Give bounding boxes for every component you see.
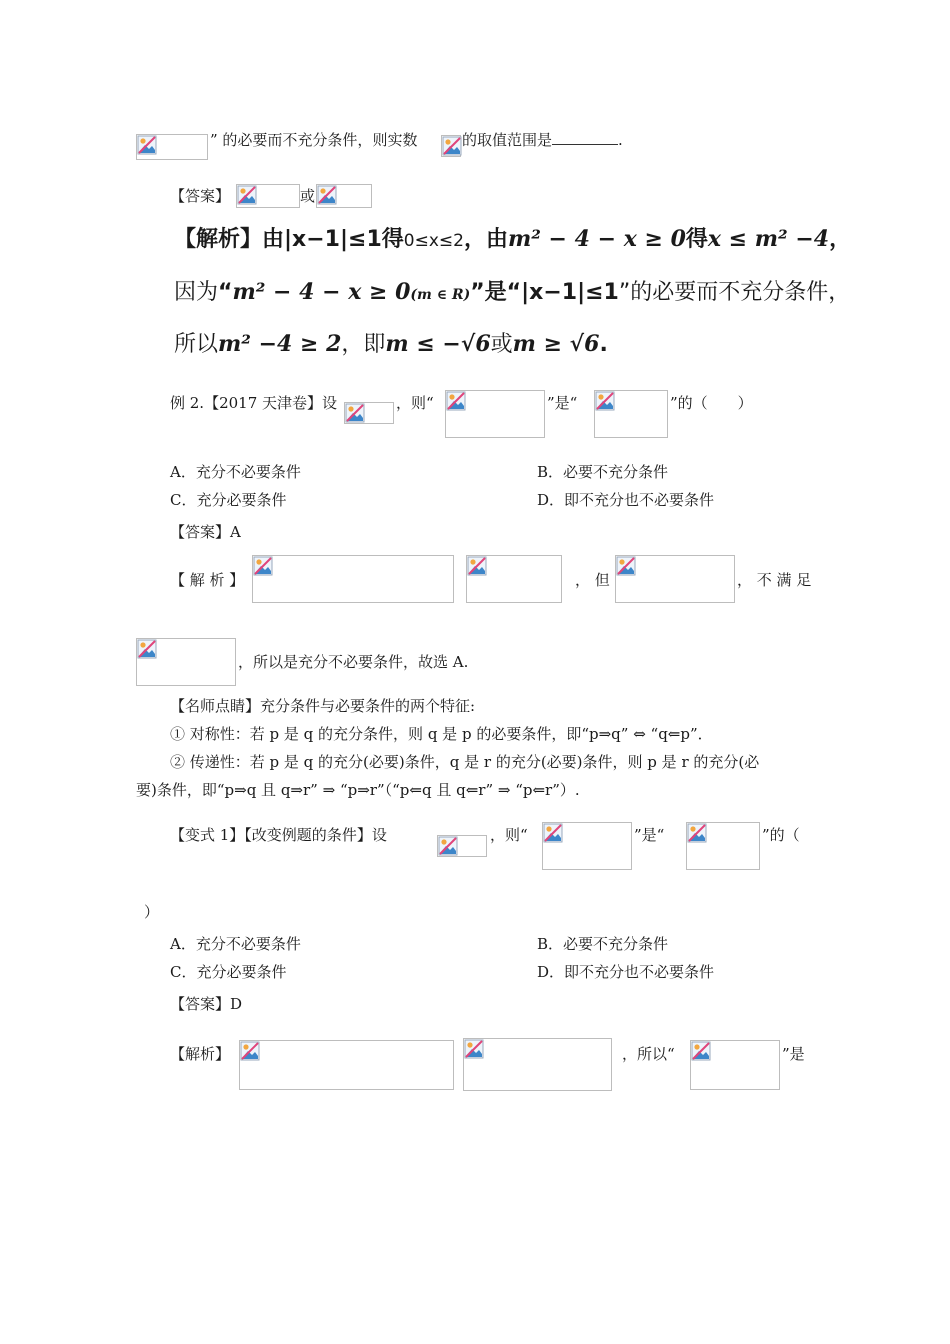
- example2-lead: 例 2.【2017 天津卷】设: [170, 394, 338, 412]
- formula-image: [445, 390, 545, 438]
- variant1-then: ，则“: [490, 826, 528, 844]
- formula-image: [542, 822, 632, 870]
- formula-image: [344, 402, 394, 424]
- broken-image-icon: [438, 836, 458, 856]
- analysis3-label: 【解析】: [170, 1045, 231, 1063]
- analysis3-so: ，所以“: [622, 1045, 675, 1063]
- variant1-close: ）: [144, 903, 160, 921]
- problem1-text2: 的取值范围是 .: [462, 131, 623, 149]
- formula-image: [136, 638, 236, 686]
- answer-blank: [552, 130, 618, 145]
- option-b: B．必要不充分条件: [537, 463, 669, 481]
- formula-image: [252, 555, 454, 603]
- broken-image-icon: [467, 556, 487, 576]
- answer2: 【答案】A: [170, 523, 241, 541]
- analysis1-line1: 【解析】由|x−1|≤1得0≤x≤2，由m² − 4 − x ≥ 0得x ≤ m² −4，: [174, 226, 852, 252]
- or-text: 或: [300, 187, 316, 205]
- analysis2-not-satisfy: ， 不 满 足: [737, 571, 812, 589]
- variant1-is: ”是“: [634, 826, 665, 844]
- broken-image-icon: [137, 639, 157, 659]
- formula-image: [236, 184, 300, 208]
- broken-image-icon: [442, 136, 462, 156]
- broken-image-icon: [253, 556, 273, 576]
- example2-is: ”是“: [547, 394, 578, 412]
- variant1-lead: 【变式 1】【改变例题的条件】设: [170, 826, 387, 844]
- option-d: D．即不充分也不必要条件: [537, 491, 715, 509]
- analysis2-conclusion: ，所以是充分不必要条件，故选 A.: [238, 653, 469, 671]
- formula-image: [441, 135, 461, 157]
- broken-image-icon: [317, 185, 337, 205]
- tips-title: 【名师点睛】充分条件与必要条件的两个特征:: [170, 697, 476, 715]
- option-a: A．充分不必要条件: [170, 463, 301, 481]
- analysis1-line2: 因为“m² − 4 − x ≥ 0(m ∈ R)”是“|x−1|≤1”的必要而不充分条件，: [174, 279, 851, 305]
- formula-image: [594, 390, 668, 438]
- tips-item2-cont: 要)条件，即“p⇒q 且 q⇒r” ⇒ “p⇒r”（“p⇐q 且 q⇐r” ⇒ “p⇐r”）.: [136, 781, 580, 799]
- analysis2-label: 【 解 析 】: [170, 571, 245, 589]
- broken-image-icon: [595, 391, 615, 411]
- tips-item1: ① 对称性：若 p 是 q 的充分条件，则 q 是 p 的必要条件，即“p⇒q” ⇔ “q⇐p”．: [170, 725, 713, 743]
- answer3: 【答案】D: [170, 995, 243, 1013]
- option-b: B．必要不充分条件: [537, 935, 669, 953]
- broken-image-icon: [616, 556, 636, 576]
- option-a: A．充分不必要条件: [170, 935, 301, 953]
- answer-label: 【答案】: [170, 187, 231, 205]
- formula-image: [615, 555, 735, 603]
- formula-image: [686, 822, 760, 870]
- broken-image-icon: [237, 185, 257, 205]
- formula-image: [239, 1040, 454, 1090]
- broken-image-icon: [345, 403, 365, 423]
- broken-image-icon: [240, 1041, 260, 1061]
- broken-image-icon: [137, 135, 157, 155]
- option-c: C．充分必要条件: [170, 963, 287, 981]
- analysis1-line3: 所以m² −4 ≥ 2，即m ≤ −√6或m ≥ √6.: [174, 331, 608, 357]
- tips-item2: ② 传递性：若 p 是 q 的充分(必要)条件，q 是 r 的充分(必要)条件，则 p 是 r 的充分(必: [170, 753, 760, 771]
- formula-image: [316, 184, 372, 208]
- analysis3-is: ”是: [782, 1045, 805, 1063]
- option-d: D．即不充分也不必要条件: [537, 963, 715, 981]
- analysis2-but: ， 但: [575, 571, 610, 589]
- variant1-of: ”的（: [762, 826, 800, 844]
- formula-image: [437, 835, 487, 857]
- broken-image-icon: [691, 1041, 711, 1061]
- formula-image: [466, 555, 562, 603]
- broken-image-icon: [543, 823, 563, 843]
- broken-image-icon: [464, 1039, 484, 1059]
- formula-image: [463, 1038, 612, 1091]
- example2-of: ”的（ ）: [670, 394, 753, 412]
- example2-then: ，则“: [396, 394, 434, 412]
- option-c: C．充分必要条件: [170, 491, 287, 509]
- broken-image-icon: [446, 391, 466, 411]
- broken-image-icon: [687, 823, 707, 843]
- formula-image: [136, 134, 208, 160]
- problem1-text: ” 的必要而不充分条件，则实数: [210, 131, 418, 149]
- formula-image: [690, 1040, 780, 1090]
